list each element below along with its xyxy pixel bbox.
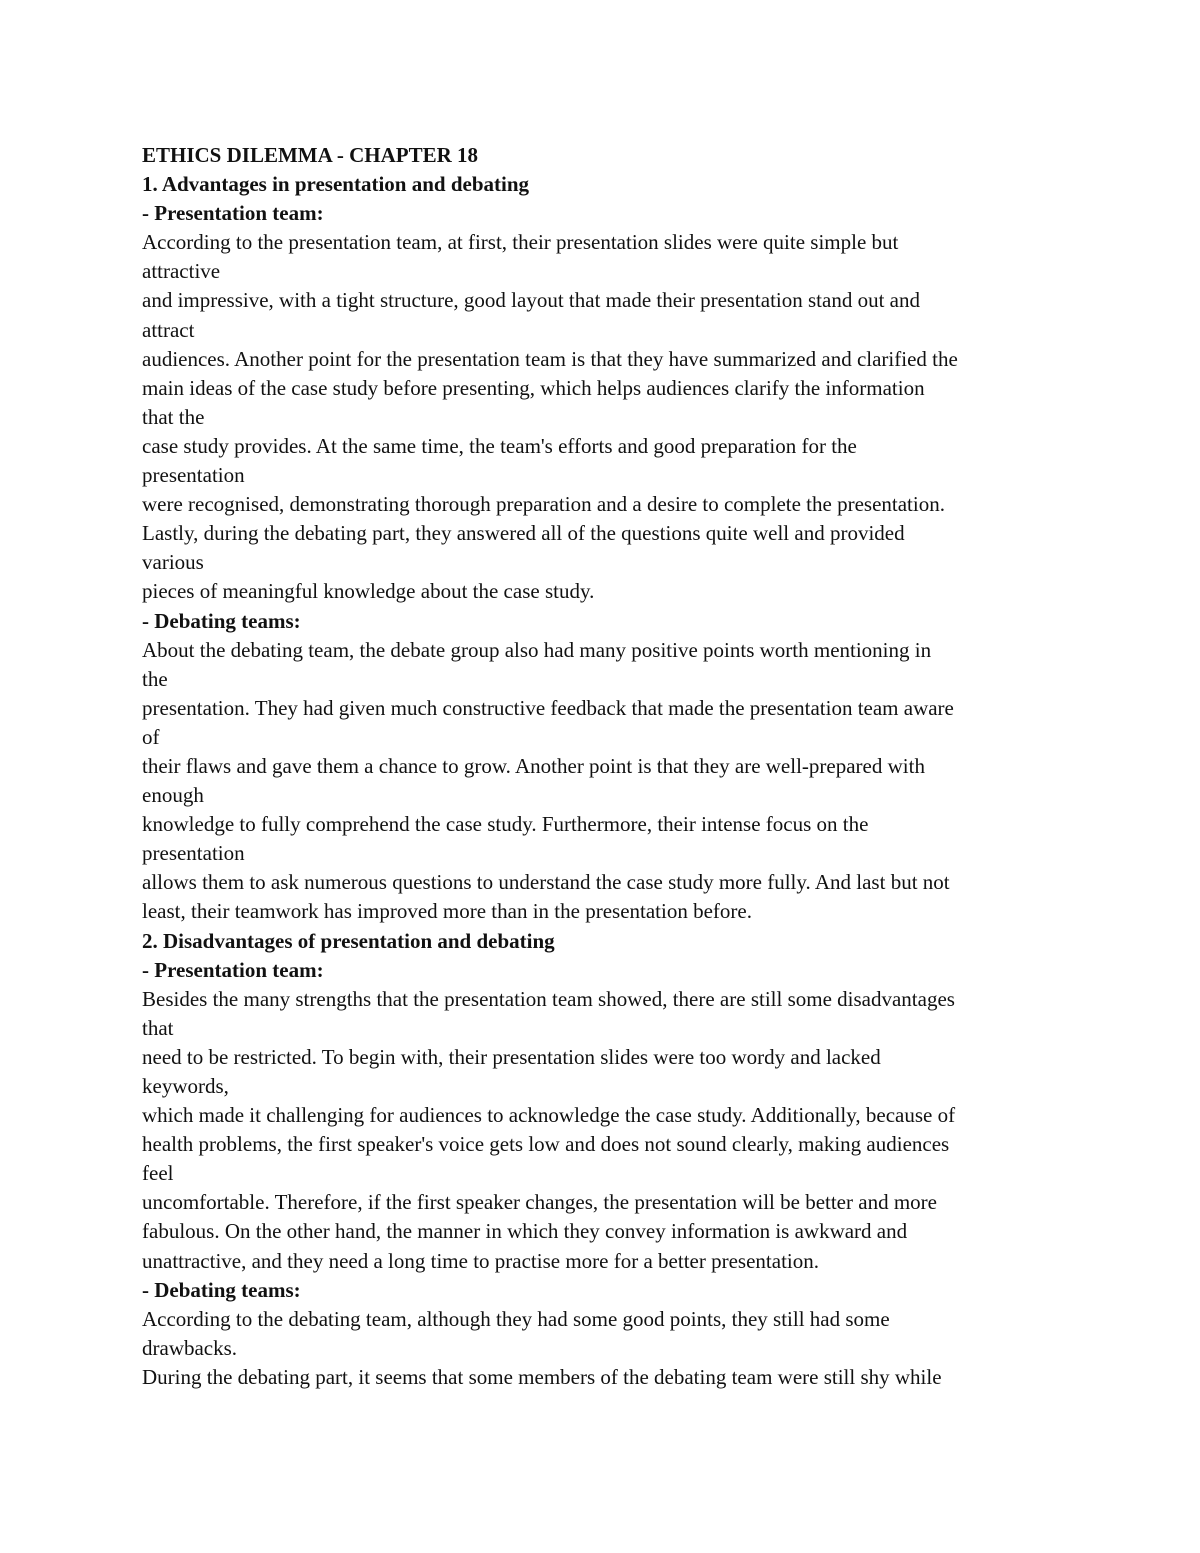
text-line: need to be restricted. To begin with, their presentation slides were too wordy and lacked bbox=[142, 1044, 881, 1069]
text-line: case study provides. At the same time, the team's efforts and good preparation for the bbox=[142, 433, 857, 458]
text-line: According to the presentation team, at first, their presentation slides were quite simple but bbox=[142, 230, 899, 255]
text-line: presentation bbox=[142, 463, 245, 488]
text-line: of bbox=[142, 724, 160, 749]
text-line: allows them to ask numerous questions to understand the case study more fully. And last but not bbox=[142, 870, 950, 895]
text-line: were recognised, demonstrating thorough preparation and a desire to complete the presentation. bbox=[142, 492, 945, 517]
section-heading: 2. Disadvantages of presentation and debating bbox=[142, 928, 555, 953]
text-line: their flaws and gave them a chance to grow. Another point is that they are well-prepared with bbox=[142, 753, 925, 778]
text-line: attractive bbox=[142, 259, 221, 284]
text-line: the bbox=[142, 666, 168, 691]
text-line: enough bbox=[142, 783, 204, 808]
section-heading: - Presentation team: bbox=[142, 957, 324, 982]
text-line: drawbacks. bbox=[142, 1335, 238, 1360]
text-line: health problems, the first speaker's voice gets low and does not sound clearly, making audiences bbox=[142, 1132, 950, 1157]
text-line: During the debating part, it seems that some members of the debating team were still shy while bbox=[142, 1364, 942, 1389]
document-body bbox=[142, 141, 1142, 1392]
text-line: feel bbox=[142, 1161, 174, 1186]
text-line: knowledge to fully comprehend the case study. Furthermore, their intense focus on the bbox=[142, 812, 869, 837]
text-line: Lastly, during the debating part, they answered all of the questions quite well and provided bbox=[142, 521, 905, 546]
text-line: pieces of meaningful knowledge about the case study. bbox=[142, 579, 595, 604]
section-heading: - Presentation team: bbox=[142, 201, 324, 226]
text-line: uncomfortable. Therefore, if the first speaker changes, the presentation will be better and more bbox=[142, 1190, 937, 1215]
section-heading: - Debating teams: bbox=[142, 1277, 301, 1302]
text-line: which made it challenging for audiences to acknowledge the case study. Additionally, because of bbox=[142, 1103, 956, 1128]
text-line: attract bbox=[142, 317, 195, 342]
text-line: keywords, bbox=[142, 1074, 229, 1098]
text-line: least, their teamwork has improved more than in the presentation before. bbox=[142, 899, 752, 924]
section-heading: 1. Advantages in presentation and debating bbox=[142, 172, 530, 197]
text-line: main ideas of the case study before presenting, which helps audiences clarify the information bbox=[142, 375, 925, 400]
text-line: audiences. Another point for the presentation team is that they have summarized and clarified the bbox=[142, 346, 958, 371]
text-line: that bbox=[142, 1015, 174, 1040]
text-line: that the bbox=[142, 404, 205, 429]
text-line: presentation. They had given much constructive feedback that made the presentation team aware bbox=[142, 695, 954, 720]
section-heading: ETHICS DILEMMA - CHAPTER 18 bbox=[142, 143, 479, 167]
text-line: About the debating team, the debate group also had many positive points worth mentioning in bbox=[142, 637, 932, 662]
text-line: presentation bbox=[142, 841, 245, 866]
text-line: fabulous. On the other hand, the manner in which they convey information is awkward and bbox=[142, 1219, 908, 1244]
text-line: Besides the many strengths that the presentation team showed, there are still some disadvantages bbox=[142, 986, 955, 1011]
section-heading: - Debating teams: bbox=[142, 608, 301, 633]
text-line: unattractive, and they need a long time to practise more for a better presentation. bbox=[142, 1248, 819, 1273]
text-line: and impressive, with a tight structure, good layout that made their presentation stand out and bbox=[142, 288, 920, 313]
text-line: various bbox=[142, 550, 204, 575]
text-line: According to the debating team, although they had some good points, they still had some bbox=[142, 1306, 890, 1331]
